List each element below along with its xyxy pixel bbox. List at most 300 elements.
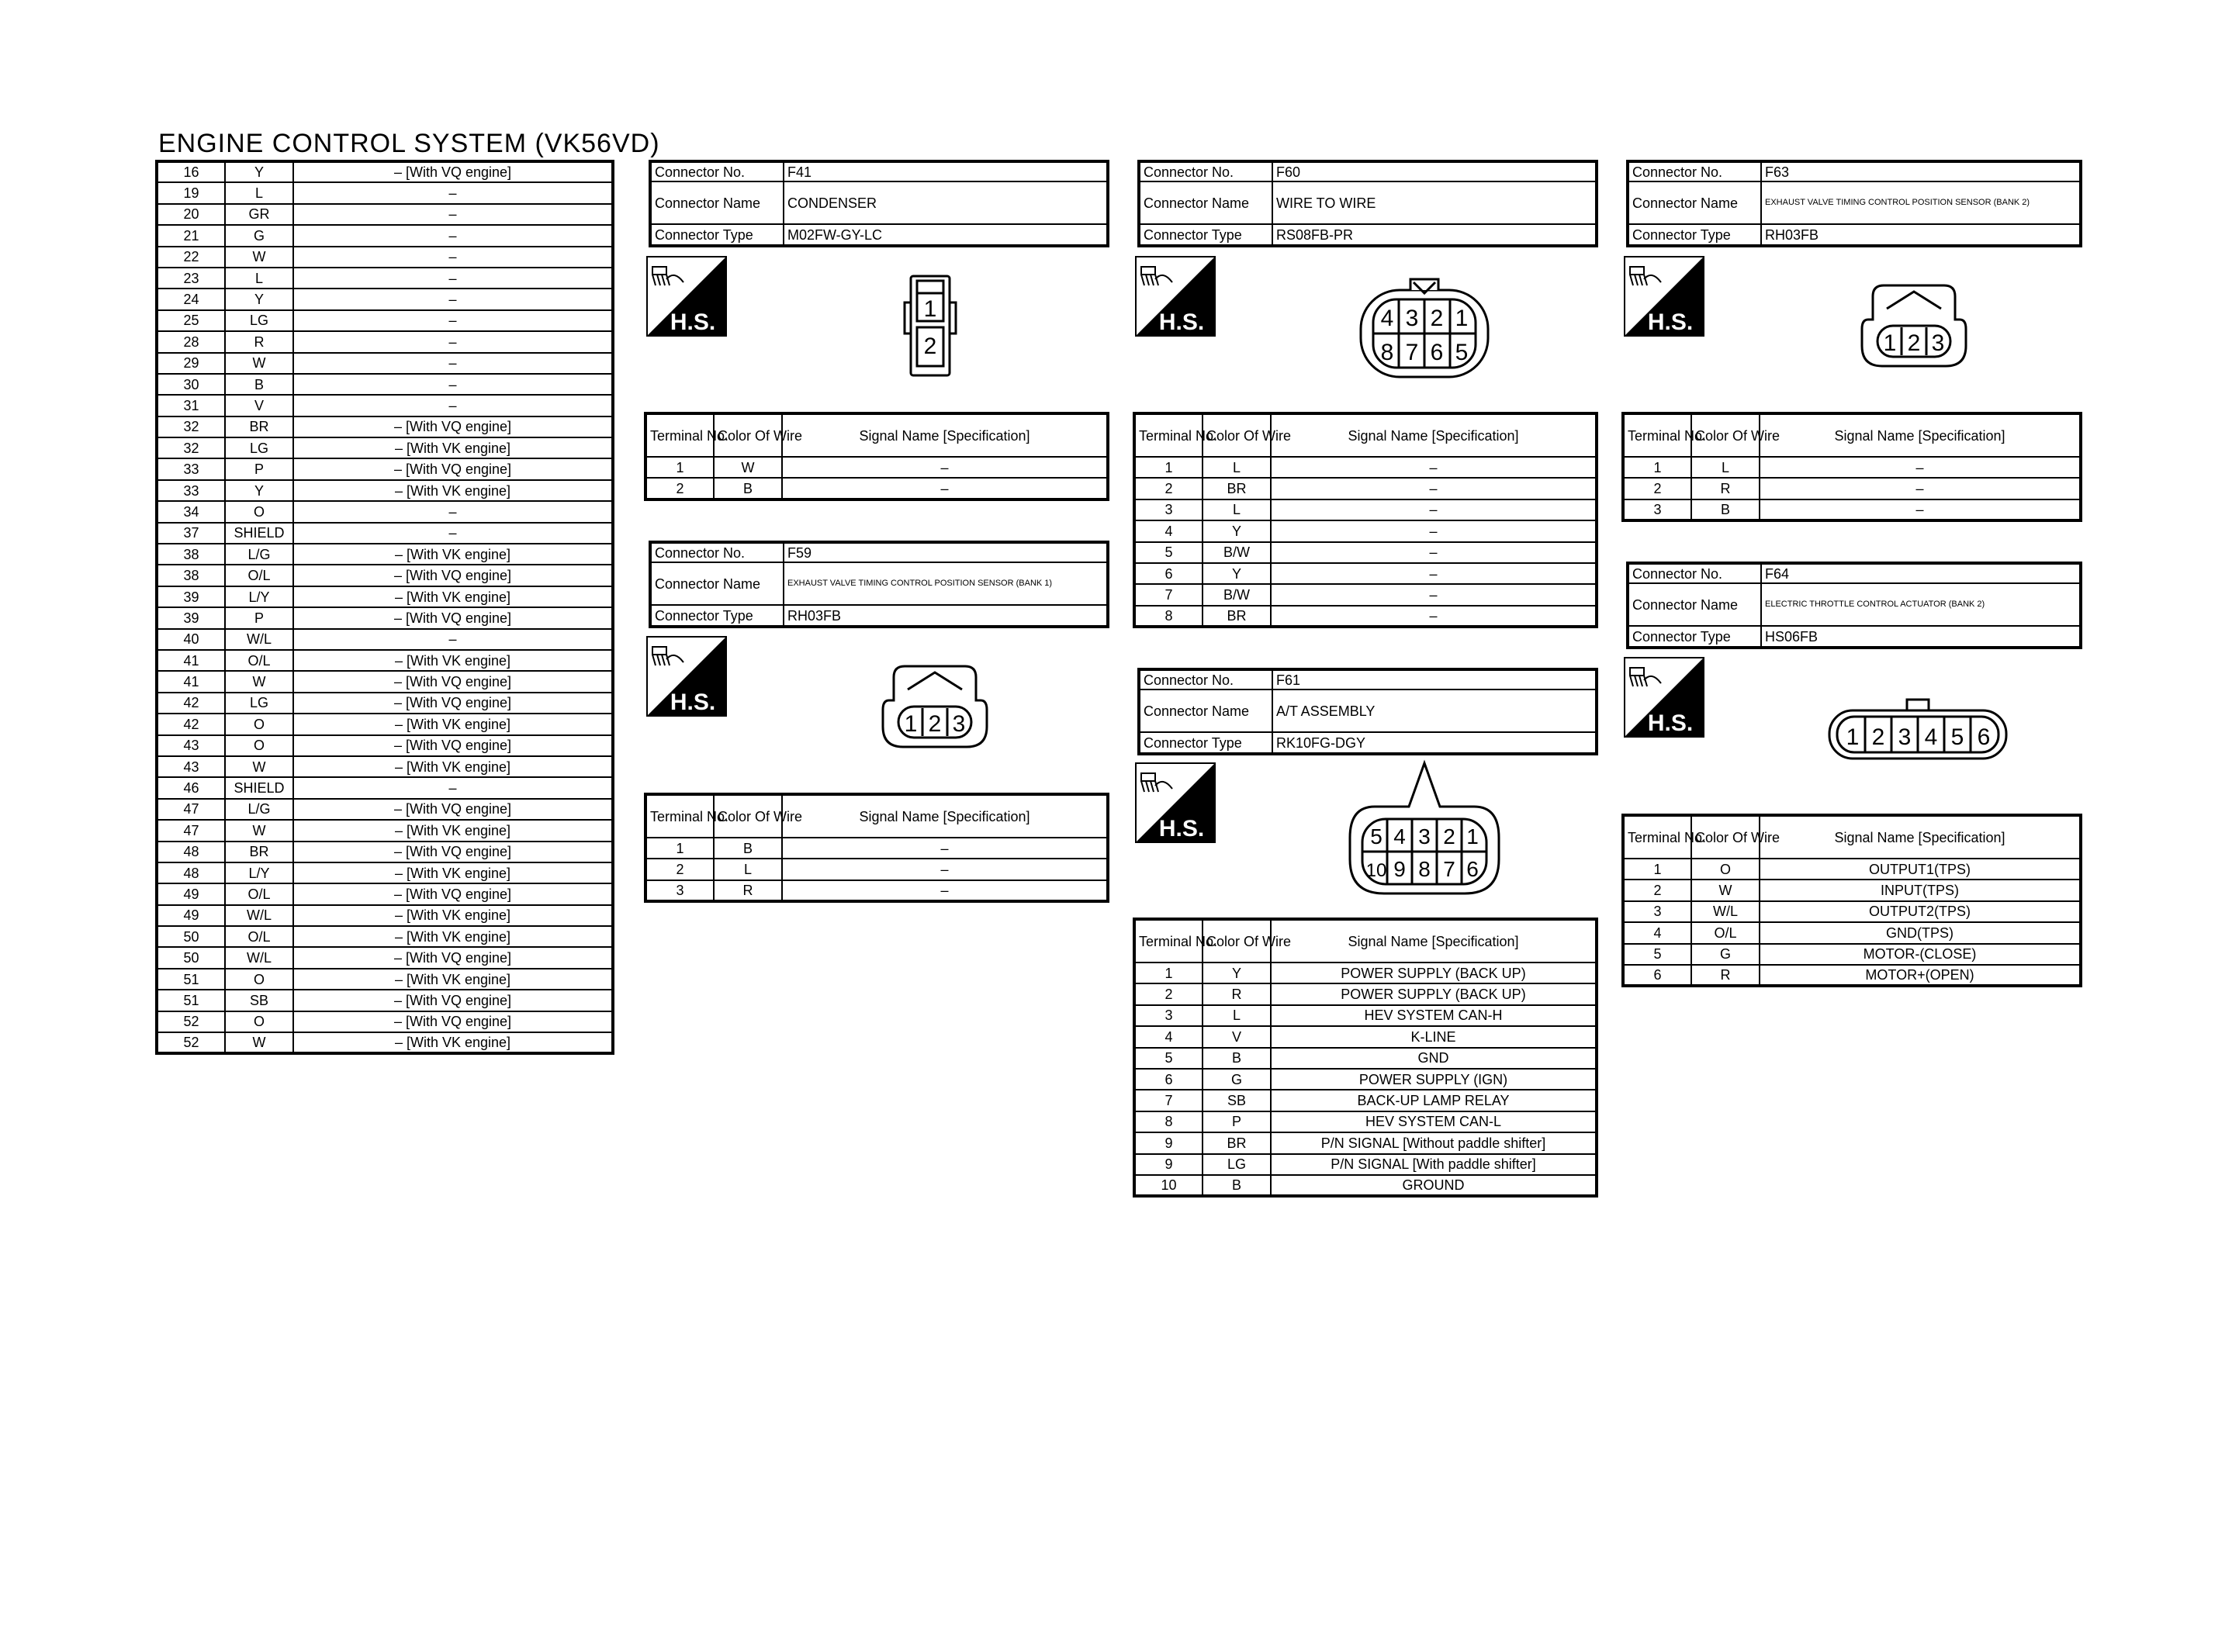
wire-color-cell: O/L [1691,922,1760,943]
connector-name-value: EXHAUST VALVE TIMING CONTROL POSITION SENSOR (BANK 1) [784,562,1108,605]
connector-type-label: Connector Type [1139,224,1272,246]
terminal-no-cell: 1 [1623,457,1691,478]
wire-color-cell: O/L [225,883,293,904]
wire-color-cell: W/L [225,947,293,968]
wire-color-cell: L [1203,499,1271,520]
signal-name-cell: – [With VK engine] [293,862,613,883]
signal-name-cell: – [With VQ engine] [293,416,613,437]
table-row [157,905,613,926]
connector-f59-terminal-table [644,793,1109,903]
connector-type-label: Connector Type [650,224,784,246]
signal-name-cell: – [1271,520,1597,541]
wire-color-cell: R [1691,478,1760,499]
signal-name-header: Signal Name [Specification] [782,794,1108,838]
table-row [1134,520,1597,541]
wire-color-cell: L [1203,1005,1271,1026]
terminal-no-cell: 38 [157,544,225,565]
connector-type-value: RH03FB [1761,224,2081,246]
hs-label: H.S. [1647,710,1694,736]
connector-name-value: ELECTRIC THROTTLE CONTROL ACTUATOR (BANK 2) [1761,583,2081,626]
signal-name-cell: – [293,353,613,374]
connector-no-value: F63 [1761,161,2081,181]
wire-color-cell: Y [225,161,293,182]
terminal-no-cell: 5 [1134,1048,1203,1069]
connector-f64-terminal-table [1621,814,2082,987]
table-row [157,204,613,225]
terminal-no-cell: 2 [1623,478,1691,499]
pin-label: 3 [1418,824,1431,848]
signal-name-cell: – [1760,478,2081,499]
connector-name-label: Connector Name [1628,583,1761,626]
signal-name-cell: – [With VK engine] [293,586,613,607]
connector-no-label: Connector No. [1139,161,1272,181]
table-row [157,247,613,268]
table-row [1134,542,1597,563]
signal-name-cell: INPUT(TPS) [1760,880,2081,900]
connector-no-value: F64 [1761,563,2081,583]
table-row [1623,478,2081,499]
signal-name-cell: HEV SYSTEM CAN-H [1271,1005,1597,1026]
terminal-no-cell: 50 [157,926,225,947]
pin-label: 2 [928,711,942,737]
terminal-no-cell: 1 [1134,963,1203,983]
wire-color-cell: L [225,182,293,203]
signal-name-cell: – [1271,542,1597,563]
signal-name-cell: – [293,374,613,395]
pin-label: 2 [1430,306,1444,331]
pin-label: 3 [952,711,966,737]
terminal-no-header: Terminal No. [1134,413,1203,457]
connector-f60-terminal-table [1133,412,1598,628]
table-row [157,990,613,1011]
connector-type-value: RS08FB-PR [1272,224,1597,246]
connector-name-label: Connector Name [1139,181,1272,224]
signal-name-cell: – [782,838,1108,859]
terminal-no-cell: 1 [1134,457,1203,478]
wire-color-cell: LG [225,693,293,714]
terminal-no-cell: 3 [1623,901,1691,922]
terminal-no-cell: 38 [157,565,225,586]
terminal-no-cell: 25 [157,310,225,331]
table-row [1134,1026,1597,1047]
pin-label: 8 [1380,340,1394,365]
table-row [1134,478,1597,499]
terminal-no-cell: 7 [1134,584,1203,605]
wire-color-cell: O/L [225,650,293,671]
wire-color-cell: O [225,501,293,522]
connector-type-value: RH03FB [784,605,1108,627]
table-row [1134,584,1597,605]
wire-color-cell: Y [225,289,293,309]
connector-type-label: Connector Type [1628,224,1761,246]
connector-f63-terminal-table [1621,412,2082,522]
terminal-no-cell: 2 [645,859,714,880]
pin-label: 5 [1370,824,1383,848]
wire-color-cell: W/L [225,905,293,926]
connector-type-value: HS06FB [1761,626,2081,648]
table-row [1134,1069,1597,1090]
signal-name-header: Signal Name [Specification] [1760,815,2081,859]
signal-name-header: Signal Name [Specification] [782,413,1108,457]
signal-name-cell: – [With VQ engine] [293,842,613,862]
pin-label: 1 [1455,306,1469,331]
terminal-no-cell: 3 [645,880,714,901]
connector-name-value: EXHAUST VALVE TIMING CONTROL POSITION SENSOR (BANK 2) [1761,181,2081,224]
terminal-no-cell: 4 [1134,520,1203,541]
terminal-no-cell: 39 [157,607,225,628]
table-row [1134,563,1597,584]
signal-name-cell: – [With VK engine] [293,1032,613,1053]
wire-color-cell: O [225,735,293,756]
terminal-no-cell: 41 [157,650,225,671]
pin-label: 6 [1977,724,1991,750]
connector-type-label: Connector Type [1628,626,1761,648]
table-row [157,883,613,904]
table-row [1623,901,2081,922]
terminal-no-cell: 39 [157,586,225,607]
pin-label: 1 [923,296,937,322]
table-row [157,289,613,309]
harness-side-icon [1624,256,1704,337]
terminal-no-cell: 8 [1134,606,1203,627]
signal-name-cell: – [With VQ engine] [293,607,613,628]
signal-name-cell: – [1271,584,1597,605]
terminal-no-cell: 24 [157,289,225,309]
connector-no-label: Connector No. [1139,669,1272,689]
wire-color-cell: W [225,820,293,841]
table-row [157,650,613,671]
connector-name-value: A/T ASSEMBLY [1272,689,1597,732]
table-row [1134,1132,1597,1153]
table-row [157,671,613,692]
table-row [645,880,1108,901]
connector-no-label: Connector No. [1628,563,1761,583]
signal-name-cell: – [293,310,613,331]
hs-label: H.S. [1158,309,1205,335]
signal-name-cell: POWER SUPPLY (IGN) [1271,1069,1597,1090]
terminal-no-cell: 28 [157,331,225,352]
signal-name-cell: – [1271,457,1597,478]
signal-name-cell: – [With VK engine] [293,544,613,565]
terminal-no-header: Terminal No. [645,413,714,457]
wire-color-cell: B [1203,1048,1271,1069]
terminal-no-cell: 50 [157,947,225,968]
wire-color-cell: BR [1203,478,1271,499]
wire-color-cell: P [225,458,293,479]
wire-color-cell: O/L [225,565,293,586]
terminal-no-cell: 4 [1623,922,1691,943]
wire-color-cell: B [225,374,293,395]
wire-color-cell: R [1691,965,1760,986]
pin-label: 6 [1430,340,1444,365]
pin-label: 2 [1443,824,1455,848]
wire-color-cell: O [225,969,293,990]
table-row [1134,1154,1597,1175]
terminal-no-cell: 51 [157,969,225,990]
signal-name-cell: MOTOR-(CLOSE) [1760,944,2081,965]
signal-name-cell: – [With VQ engine] [293,458,613,479]
terminal-no-cell: 2 [1134,983,1203,1004]
wire-color-cell: B/W [1203,584,1271,605]
connector-type-value: RK10FG-DGY [1272,732,1597,754]
signal-name-cell: P/N SIGNAL [Without paddle shifter] [1271,1132,1597,1153]
pin-label: 2 [1907,330,1921,356]
table-row [157,480,613,501]
terminal-no-header: Terminal No. [1623,413,1691,457]
connector-no-label: Connector No. [650,542,784,562]
wire-color-cell: W [714,457,782,478]
table-row [645,457,1108,478]
wire-color-cell: G [1691,944,1760,965]
connector-f61-face [1345,760,1504,900]
signal-name-cell: – [With VK engine] [293,756,613,777]
wire-color-cell: B [714,478,782,499]
pin-label: 8 [1418,857,1431,881]
signal-name-cell: – [293,182,613,203]
wire-color-cell: L [1203,457,1271,478]
wire-color-cell: GR [225,204,293,225]
wire-color-cell: L [714,859,782,880]
table-row [157,629,613,650]
table-row [157,501,613,522]
terminal-no-cell: 19 [157,182,225,203]
terminal-no-cell: 2 [1134,478,1203,499]
table-row [157,947,613,968]
pin-label: 4 [1924,724,1938,750]
hs-label: H.S. [1158,816,1205,842]
signal-name-cell: – [1760,457,2081,478]
signal-name-cell: – [With VK engine] [293,969,613,990]
terminal-no-cell: 52 [157,1011,225,1032]
pin-label: 2 [923,334,937,359]
connector-no-label: Connector No. [1628,161,1761,181]
pin-label: 1 [1846,724,1860,750]
terminal-no-cell: 52 [157,1032,225,1053]
color-of-wire-header: Color Of Wire [714,794,782,838]
connector-name-label: Connector Name [1628,181,1761,224]
table-row [1134,1048,1597,1069]
table-row [157,820,613,841]
wire-color-cell: W [225,671,293,692]
connector-name-value: CONDENSER [784,181,1108,224]
signal-name-cell: – [293,247,613,268]
connector-no-value: F61 [1272,669,1597,689]
pin-label: 10 [1365,860,1387,881]
table-row [157,225,613,246]
table-row [1134,983,1597,1004]
signal-name-cell: HEV SYSTEM CAN-L [1271,1111,1597,1132]
table-row [157,331,613,352]
signal-name-cell: – [782,859,1108,880]
signal-name-cell: K-LINE [1271,1026,1597,1047]
pin-label: 3 [1405,306,1419,331]
hs-label: H.S. [670,309,716,335]
wire-color-cell: Y [1203,520,1271,541]
table-row [1623,859,2081,880]
terminal-no-cell: 3 [1134,1005,1203,1026]
signal-name-cell: OUTPUT1(TPS) [1760,859,2081,880]
signal-name-cell: – [With VK engine] [293,650,613,671]
pin-label: 2 [1871,724,1885,750]
terminal-no-cell: 22 [157,247,225,268]
signal-name-header: Signal Name [Specification] [1271,413,1597,457]
connector-f61-terminal-table [1133,918,1598,1198]
terminal-no-cell: 33 [157,458,225,479]
wire-color-cell: LG [225,437,293,458]
terminal-no-header: Terminal No. [645,794,714,838]
signal-name-cell: – [With VK engine] [293,820,613,841]
table-row [157,437,613,458]
table-row [157,862,613,883]
pin-label: 5 [1950,724,1964,750]
wire-color-cell: W [225,756,293,777]
connector-f59-info [649,541,1109,628]
terminal-no-cell: 48 [157,842,225,862]
connector-f63-face [1860,282,1967,369]
pin-label: 1 [1466,824,1479,848]
terminal-no-cell: 43 [157,735,225,756]
connector-f41-info [649,160,1109,247]
terminal-no-cell: 32 [157,416,225,437]
connector-type-label: Connector Type [650,605,784,627]
signal-name-cell: – [With VQ engine] [293,990,613,1011]
table-row [1623,457,2081,478]
terminal-no-cell: 31 [157,395,225,416]
connector-f64-info [1626,562,2082,649]
wire-color-cell: O/L [225,926,293,947]
terminal-no-cell: 9 [1134,1132,1203,1153]
terminal-no-cell: 42 [157,714,225,734]
terminal-no-cell: 47 [157,820,225,841]
table-row [1134,1090,1597,1111]
wire-color-cell: W/L [225,629,293,650]
terminal-no-cell: 1 [1623,859,1691,880]
signal-name-cell: – [293,777,613,798]
terminal-no-cell: 29 [157,353,225,374]
color-of-wire-header: Color Of Wire [1203,919,1271,963]
terminal-no-header: Terminal No. [1134,919,1203,963]
signal-name-cell: – [With VQ engine] [293,671,613,692]
table-row [157,353,613,374]
terminal-no-cell: 10 [1134,1175,1203,1196]
color-of-wire-header: Color Of Wire [714,413,782,457]
wire-color-cell: L/G [225,799,293,820]
wire-color-cell: O [225,714,293,734]
table-row [1623,944,2081,965]
table-row [1623,922,2081,943]
terminal-no-cell: 4 [1134,1026,1203,1047]
connector-f41-terminal-table [644,412,1109,501]
table-row [157,799,613,820]
wire-color-cell: V [1203,1026,1271,1047]
table-row [157,777,613,798]
connector-name-label: Connector Name [1139,689,1272,732]
terminal-no-cell: 49 [157,883,225,904]
connector-no-label: Connector No. [650,161,784,181]
signal-name-cell: – [With VK engine] [293,905,613,926]
table-row [157,416,613,437]
table-row [157,607,613,628]
table-row [1134,1111,1597,1132]
table-row [645,478,1108,499]
harness-side-icon [1135,762,1216,843]
pin-label: 9 [1393,857,1406,881]
signal-name-cell: – [782,880,1108,901]
terminal-no-cell: 40 [157,629,225,650]
wire-color-cell: R [225,331,293,352]
wire-color-cell: SHIELD [225,523,293,544]
terminal-no-cell: 43 [157,756,225,777]
wire-color-cell: P [1203,1111,1271,1132]
signal-name-cell: – [293,289,613,309]
table-row [157,969,613,990]
pin-label: 5 [1455,340,1469,365]
pin-label: 4 [1380,306,1394,331]
signal-name-cell: – [293,523,613,544]
table-row [157,310,613,331]
signal-name-cell: – [1271,606,1597,627]
connector-f63-info [1626,160,2082,247]
signal-name-cell: – [With VQ engine] [293,1011,613,1032]
color-of-wire-header: Color Of Wire [1691,413,1760,457]
wire-color-cell: LG [1203,1154,1271,1175]
wire-color-cell: Y [1203,963,1271,983]
harness-side-icon [646,256,727,337]
signal-name-cell: – [With VQ engine] [293,693,613,714]
terminal-no-cell: 6 [1134,563,1203,584]
wire-color-cell: LG [225,310,293,331]
terminal-no-cell: 2 [1623,880,1691,900]
terminal-no-cell: 32 [157,437,225,458]
wire-color-cell: O [225,1011,293,1032]
terminal-no-cell: 1 [645,457,714,478]
wire-color-cell: BR [1203,1132,1271,1153]
table-row [157,395,613,416]
table-row [157,842,613,862]
wire-color-cell: B [714,838,782,859]
terminal-no-cell: 8 [1134,1111,1203,1132]
connector-f61-info [1137,668,1598,755]
wire-color-cell: Y [1203,563,1271,584]
wire-color-cell: L [1691,457,1760,478]
terminal-no-header: Terminal No. [1623,815,1691,859]
connector-no-value: F41 [784,161,1108,181]
connector-f41-face [903,271,957,380]
table-row [157,714,613,734]
wire-color-cell: W [1691,880,1760,900]
wire-color-cell: O [1691,859,1760,880]
wire-color-cell: SB [1203,1090,1271,1111]
wire-color-cell: R [714,880,782,901]
terminal-no-cell: 20 [157,204,225,225]
table-row [157,586,613,607]
table-row [1134,1005,1597,1026]
signal-name-cell: – [293,331,613,352]
table-row [157,735,613,756]
wire-color-cell: BR [225,416,293,437]
wire-color-cell: BR [225,842,293,862]
signal-name-cell: GND [1271,1048,1597,1069]
signal-name-cell: – [With VQ engine] [293,565,613,586]
signal-name-cell: – [293,395,613,416]
terminal-no-cell: 6 [1134,1069,1203,1090]
signal-name-cell: – [1760,499,2081,520]
connector-f60-info [1137,160,1598,247]
harness-side-icon [646,636,727,717]
connector-type-label: Connector Type [1139,732,1272,754]
terminal-no-cell: 42 [157,693,225,714]
signal-name-cell: GROUND [1271,1175,1597,1196]
